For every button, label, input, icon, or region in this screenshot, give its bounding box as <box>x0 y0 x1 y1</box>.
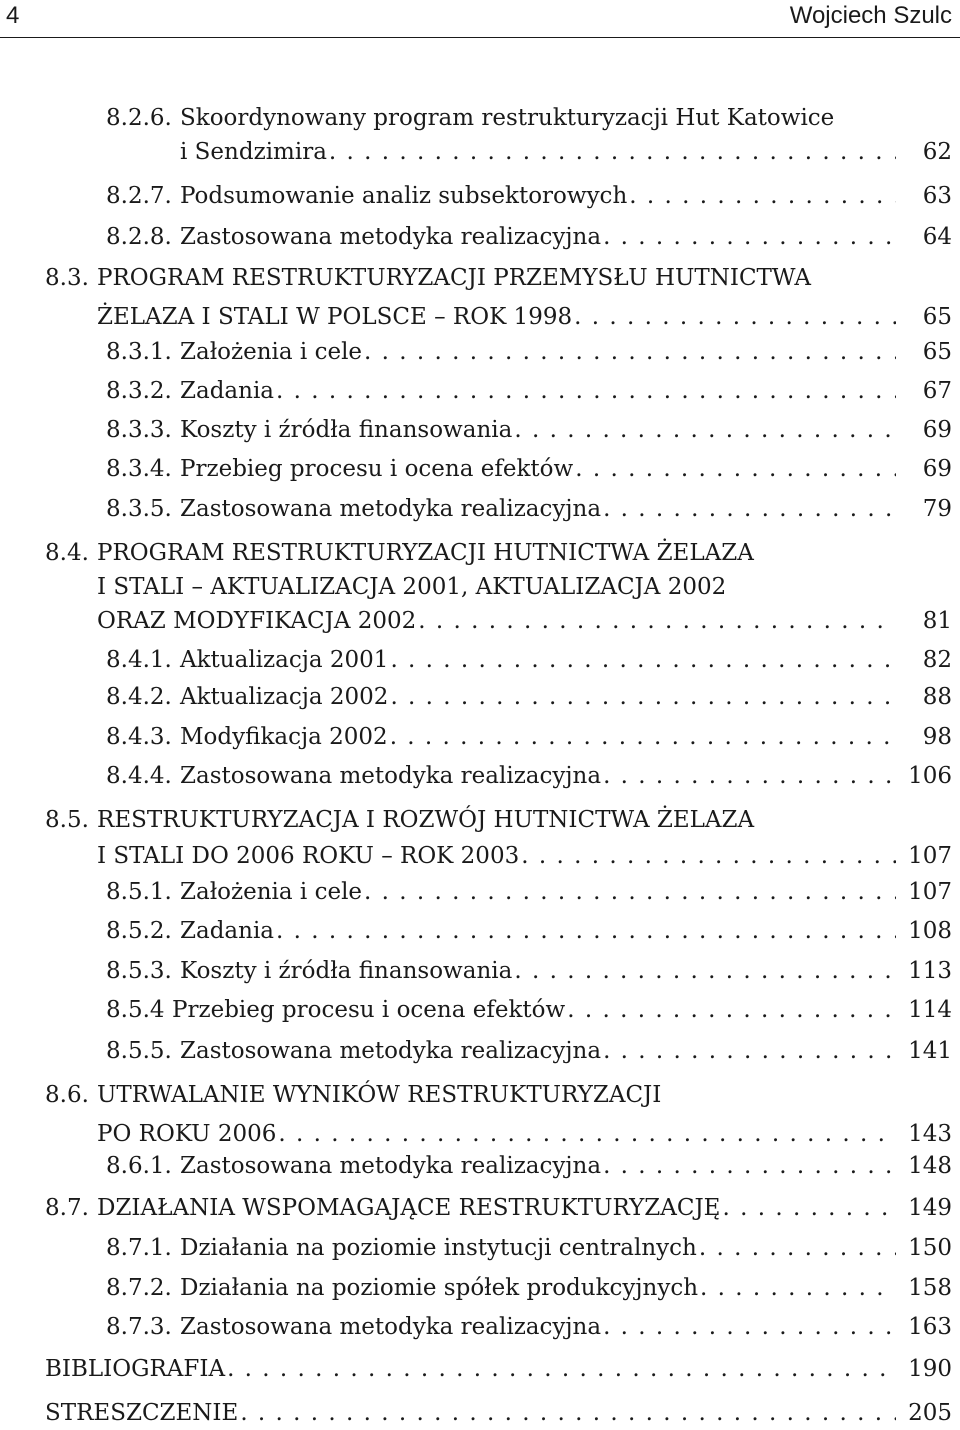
toc-entry <box>106 452 952 486</box>
toc-entry-title: Skoordynowany program restrukturyzacji Hut Katowice <box>180 105 835 131</box>
toc-entry <box>45 1352 952 1386</box>
toc-entry-page: 64 <box>922 224 952 250</box>
toc-entry-title: I STALI – AKTUALIZACJA 2001, AKTUALIZACJA 2002 <box>97 574 727 600</box>
toc-entry-page: 205 <box>908 1400 952 1426</box>
toc-entry-number: 8.5.1. <box>106 879 172 905</box>
dot-leader <box>362 875 896 909</box>
toc-entry-page: 158 <box>908 1275 952 1301</box>
toc-entry-title: Zastosowana metodyka realizacyjna <box>180 496 602 522</box>
toc-entry-title: Modyfikacja 2002 <box>180 724 388 750</box>
dot-leader <box>388 720 896 754</box>
toc-entry-title: Koszty i źródła finansowania <box>180 958 513 984</box>
toc-entry <box>106 492 952 526</box>
page-header <box>0 0 960 38</box>
toc-entry-page: 163 <box>908 1314 952 1340</box>
dot-leader <box>627 179 896 213</box>
toc-entry-page: 69 <box>922 417 952 443</box>
dot-leader <box>698 1271 896 1305</box>
toc-entry-title: UTRWALANIE WYNIKÓW RESTRUKTURYZACJI <box>97 1082 662 1108</box>
toc-entry-number: 8.4.1. <box>106 647 172 673</box>
toc-entry <box>106 374 952 408</box>
toc-entry-page: 143 <box>908 1121 952 1147</box>
toc-entry-number: 8.6. <box>45 1082 89 1108</box>
toc-entry <box>106 1310 952 1344</box>
dot-leader <box>362 335 896 369</box>
toc-entry <box>45 1076 952 1154</box>
dot-leader <box>327 135 896 169</box>
toc-entry-number: 8.3.1. <box>106 339 172 365</box>
toc-entry-number: 8.5.5. <box>106 1038 172 1064</box>
toc-entry-number: 8.5.2. <box>106 918 172 944</box>
toc-entry-title: RESTRUKTURYZACJA I ROZWÓJ HUTNICTWA ŻELAZA <box>97 807 755 833</box>
toc-entry-title: PROGRAM RESTRUKTURYZACJI PRZEMYSŁU HUTNICTWA <box>97 265 811 291</box>
toc-entry-number: 8.7. <box>45 1195 89 1221</box>
toc-entry-title: ORAZ MODYFIKACJA 2002 <box>97 608 417 634</box>
toc-entry <box>106 680 952 714</box>
toc-entry-title: Koszty i źródła finansowania <box>180 417 513 443</box>
toc-entry <box>106 720 952 754</box>
dot-leader <box>572 298 896 337</box>
toc-entry-title: Zadania <box>180 918 275 944</box>
toc-entry-title: STRESZCZENIE <box>45 1400 239 1426</box>
toc-entry-number: 8.3.3. <box>106 417 172 443</box>
toc-entry-number: 8.2.7. <box>106 183 172 209</box>
toc-entry-number: 8.5.4 <box>106 997 165 1023</box>
toc-entry-page: 107 <box>908 879 952 905</box>
toc-entry <box>45 536 952 638</box>
toc-entry-number: 8.3. <box>45 265 89 291</box>
toc-entry-page: 67 <box>922 378 952 404</box>
dot-leader <box>720 1191 896 1225</box>
toc-entry-title: i Sendzimira <box>180 139 327 165</box>
toc-entry-page: 148 <box>908 1153 952 1179</box>
toc-entry-title: DZIAŁANIA WSPOMAGAJĄCE RESTRUKTURYZACJĘ <box>97 1195 721 1221</box>
toc-entry-title: Zastosowana metodyka realizacyjna <box>180 1314 602 1340</box>
toc-entry <box>106 993 952 1027</box>
toc-entry-page: 82 <box>922 647 952 673</box>
toc-entry <box>45 1396 952 1430</box>
toc-entry-number: 8.6.1. <box>106 1153 172 1179</box>
toc-entry-title: Zastosowana metodyka realizacyjna <box>180 1038 602 1064</box>
header-rule <box>0 37 960 38</box>
toc-entry-title: Działania na poziomie spółek produkcyjnych <box>180 1275 699 1301</box>
dot-leader <box>416 604 896 638</box>
dot-leader <box>565 993 896 1027</box>
toc-entry-page: 114 <box>908 997 952 1023</box>
toc-entry-title: Założenia i cele <box>180 339 363 365</box>
toc-entry <box>106 875 952 909</box>
toc-entry-title: Działania na poziomie instytucji centralnych <box>180 1235 697 1261</box>
toc-entry-number: 8.2.8. <box>106 224 172 250</box>
toc-entry-title: Podsumowanie analiz subsektorowych <box>180 183 628 209</box>
toc-entry-number: 8.4.2. <box>106 684 172 710</box>
toc-entry-page: 65 <box>922 339 952 365</box>
toc-entry-title: ŻELAZA I STALI W POLSCE – ROK 1998 <box>97 304 573 330</box>
toc-entry-title: Aktualizacja 2002 <box>180 684 389 710</box>
toc-entry-page: 150 <box>908 1235 952 1261</box>
dot-leader <box>601 759 896 793</box>
toc-entry-number: 8.4. <box>45 540 89 566</box>
toc-entry-number: 8.7.1. <box>106 1235 172 1261</box>
toc-entry-number: 8.3.2. <box>106 378 172 404</box>
toc-entry <box>45 259 952 337</box>
dot-leader <box>238 1396 896 1430</box>
toc-entry-number: 8.5.3. <box>106 958 172 984</box>
toc-entry-page: 63 <box>922 183 952 209</box>
toc-entry-page: 98 <box>922 724 952 750</box>
toc-entry-page: 108 <box>908 918 952 944</box>
toc-entry-number: 8.3.4. <box>106 456 172 482</box>
dot-leader <box>388 680 896 714</box>
toc-entry-page: 69 <box>922 456 952 482</box>
toc-entry-number: 8.2.6. <box>106 105 172 131</box>
page-number: 4 <box>6 2 20 29</box>
toc-entry-title: Zastosowana metodyka realizacyjna <box>180 763 602 789</box>
dot-leader <box>225 1352 896 1386</box>
toc-entry <box>106 335 952 369</box>
toc-entry-title: Zadania <box>180 378 275 404</box>
toc-entry-title: Zastosowana metodyka realizacyjna <box>180 224 602 250</box>
toc-entry-title: BIBLIOGRAFIA <box>45 1356 226 1382</box>
toc-entry <box>106 413 952 447</box>
dot-leader <box>512 413 896 447</box>
toc-entry-title: Przebieg procesu i ocena efektów <box>180 456 574 482</box>
toc-entry-page: 81 <box>922 608 952 634</box>
dot-leader <box>601 1034 896 1068</box>
running-head-author: Wojciech Szulc <box>789 2 952 29</box>
toc-entry <box>106 1034 952 1068</box>
toc-entry <box>106 1231 952 1265</box>
toc-entry <box>106 220 952 254</box>
toc-entry-page: 113 <box>908 958 952 984</box>
toc-entry-number: 8.4.4. <box>106 763 172 789</box>
toc-entry-page: 88 <box>922 684 952 710</box>
toc-entry-number: 8.4.3. <box>106 724 172 750</box>
toc-entry-title: Założenia i cele <box>180 879 363 905</box>
toc-entry-title: PROGRAM RESTRUKTURYZACJI HUTNICTWA ŻELAZA <box>97 540 754 566</box>
toc-entry <box>106 179 952 213</box>
toc-entry-page: 190 <box>908 1356 952 1382</box>
toc-entry-title: Aktualizacja 2001 <box>180 647 389 673</box>
toc-entry <box>106 914 952 948</box>
toc-entry-page: 62 <box>922 139 952 165</box>
toc-entry-title: Zastosowana metodyka realizacyjna <box>180 1153 602 1179</box>
toc-entry-page: 65 <box>922 304 952 330</box>
toc-entry <box>45 1191 952 1225</box>
dot-leader <box>519 838 896 874</box>
toc-entry-title: Przebieg procesu i ocena efektów <box>172 997 566 1023</box>
toc-entry <box>106 759 952 793</box>
toc-entry-number: 8.7.3. <box>106 1314 172 1340</box>
toc-entry <box>106 1149 952 1183</box>
toc-entry-page: 106 <box>908 763 952 789</box>
toc-entry-title: PO ROKU 2006 <box>97 1121 277 1147</box>
toc-entry-page: 141 <box>908 1038 952 1064</box>
dot-leader <box>512 954 896 988</box>
toc-entry-number: 8.5. <box>45 807 89 833</box>
toc-entry-title: I STALI DO 2006 ROKU – ROK 2003 <box>97 843 520 869</box>
toc-entry-number: 8.3.5. <box>106 496 172 522</box>
dot-leader <box>601 1149 896 1183</box>
dot-leader <box>697 1231 896 1265</box>
toc-entry <box>106 1271 952 1305</box>
toc-entry-number: 8.7.2. <box>106 1275 172 1301</box>
dot-leader <box>274 914 896 948</box>
dot-leader <box>274 374 896 408</box>
toc-entry <box>106 101 952 169</box>
toc-entry <box>45 802 952 874</box>
dot-leader <box>573 452 896 486</box>
toc-entry <box>106 954 952 988</box>
toc-entry <box>106 643 952 677</box>
dot-leader <box>388 643 896 677</box>
dot-leader <box>601 492 896 526</box>
toc-entry-page: 149 <box>908 1195 952 1221</box>
dot-leader <box>601 220 896 254</box>
toc-entry-page: 107 <box>908 843 952 869</box>
dot-leader <box>601 1310 896 1344</box>
toc-entry-page: 79 <box>922 496 952 522</box>
